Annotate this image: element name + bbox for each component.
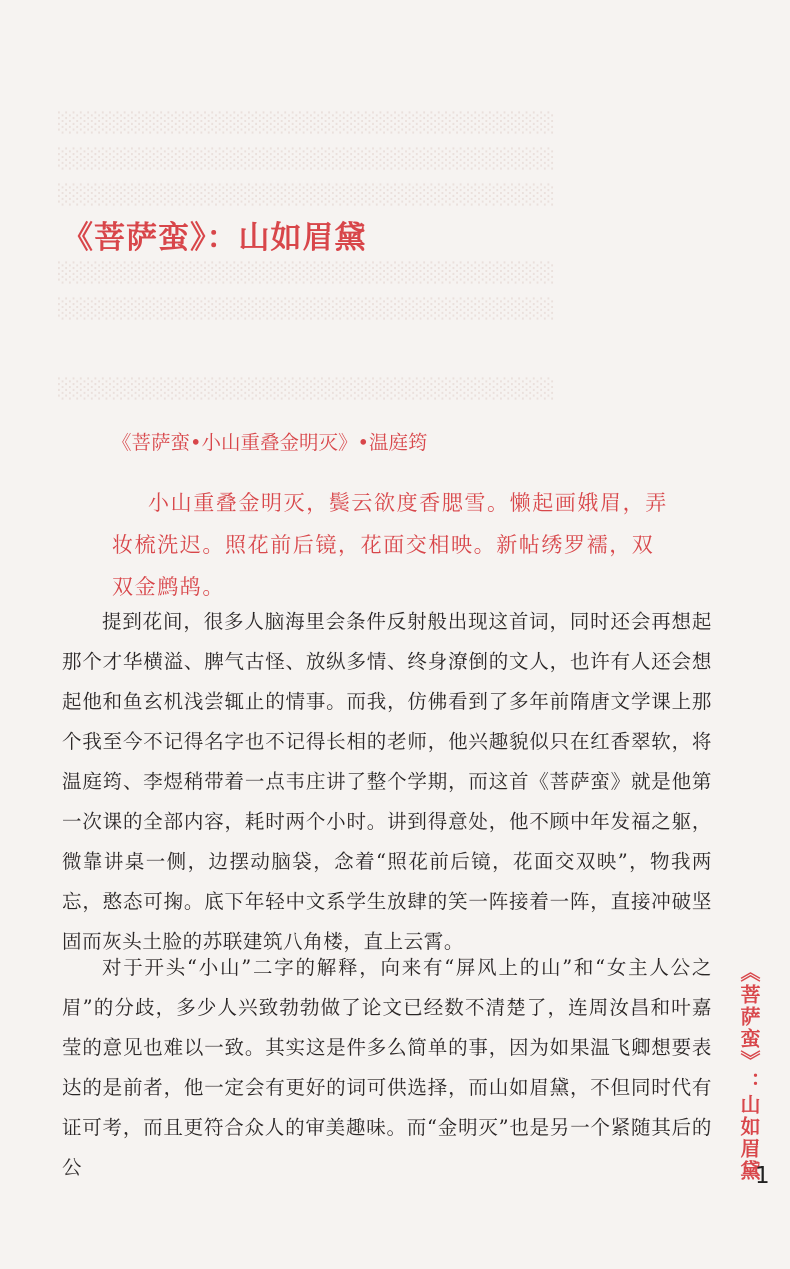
body-paragraph: 对于开头“小山”二字的解释，向来有“屏风上的山”和“女主人公之眉”的分歧，多少人兴致勃勃做了论文已经数不清楚了，连周汝昌和叶嘉莹的意见也难以一致。其实这是件多么简单的事，因为如果温飞卿想要表达的是前者，他一定会有更好的词可供选择，而山如眉黛，不但同时代有证可考，而且更符合众人的审美趣味。而“金明灭”也是另一个紧随其后的公 — [62, 956, 712, 1179]
page-number: 1 — [755, 1163, 770, 1189]
bleed-through-text: ░░░░░░░░░░░░░░░░░░░░░░░░░░░░░░░░░░ — [58, 378, 555, 400]
bleed-through-text: ░░░░░░░░░░░░░░░░░░░░░░░░░░░░░░░░░░ — [58, 112, 555, 134]
bleed-through-text: ░░░░░░░░░░░░░░░░░░░░░░░░░░░░░░░░░░ — [58, 262, 555, 284]
bleed-through-text: ░░░░░░░░░░░░░░░░░░░░░░░░░░░░░░░░░░ — [58, 298, 555, 320]
chapter-title: 《菩萨蛮》：山如眉黛 — [62, 220, 367, 256]
body-paragraph: 提到花间，很多人脑海里会条件反射般出现这首词，同时还会再想起那个才华横溢、脾气古怪、放纵多情、终身潦倒的文人，也许有人还会想起他和鱼玄机浅尝辄止的情事。而我，仿佛看到了多年前隋唐文学课上那个我至今不记得名字也不记得长相的老师，他兴趣貌似只在红香翠软，将温庭筠、李煜稍带着一点韦庄讲了整个学期，而这首《菩萨蛮》就是他第一次课的全部内容，耗时两个小时。讲到得意处，他不顾中年发福之躯，微靠讲桌一侧，边摆动脑袋，念着“照花前后镜，花面交双映”，物我两忘，憨态可掬。底下年轻中文系学生放肆的笑一阵接着一阵，直接冲破坚固而灰头土脸的苏联建筑八角楼，直上云霄。 — [62, 610, 712, 953]
bleed-through-text: ░░░░░░░░░░░░░░░░░░░░░░░░░░░░░░░░░░ — [58, 148, 555, 170]
poem-text: 小山重叠金明灭，鬓云欲度香腮雪。懒起画娥眉，弄妆梳洗迟。照花前后镜，花面交相映。新帖绣罗襦，双双金鹧鸪。 — [112, 491, 668, 599]
running-head: 《菩萨蛮》：山如眉黛 — [737, 962, 761, 1182]
poem-heading: 《菩萨蛮•小山重叠金明灭》•温庭筠 — [112, 431, 428, 454]
bleed-through-text: ░░░░░░░░░░░░░░░░░░░░░░░░░░░░░░░░░░ — [58, 184, 555, 206]
